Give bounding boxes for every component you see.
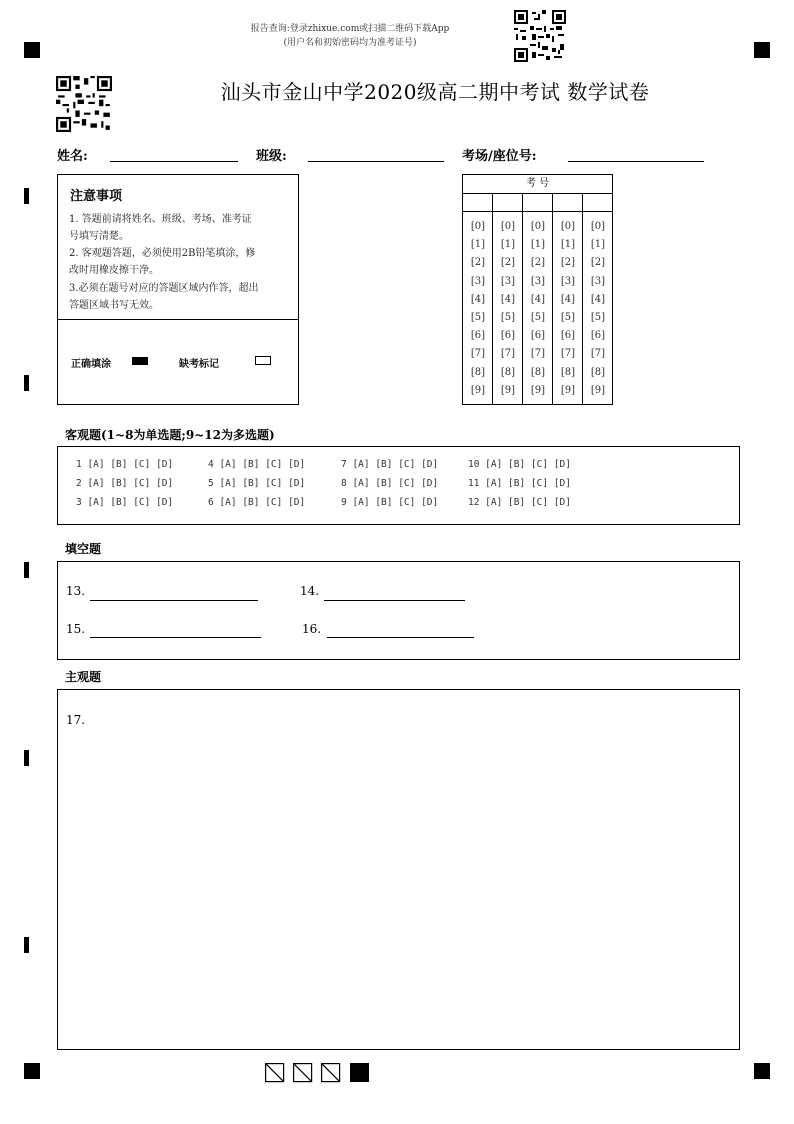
objective-section-title: 客观题(1~8为单选题;9~12为多选题) xyxy=(65,428,275,442)
exam-number-write-row[interactable] xyxy=(463,193,612,212)
digit-bubble[interactable]: [8] xyxy=(470,366,486,378)
registration-mark-bottom-left xyxy=(24,1063,40,1079)
notice-line: 答题区域书写无效。 xyxy=(69,300,159,311)
digit-bubble[interactable]: [1] xyxy=(530,239,546,251)
digit-bubble[interactable]: [9] xyxy=(530,384,546,396)
digit-bubble[interactable]: [8] xyxy=(560,366,576,378)
registration-mark-bottom-right xyxy=(754,1063,770,1079)
class-label: 班级: xyxy=(256,149,287,164)
qr-code-icon xyxy=(514,10,566,62)
registration-mark-top-left xyxy=(24,42,40,58)
digit-bubble[interactable]: [1] xyxy=(560,239,576,251)
digit-bubble[interactable]: [7] xyxy=(530,348,546,360)
digit-bubble[interactable]: [2] xyxy=(560,257,576,269)
notice-line: 号填写清楚。 xyxy=(69,231,129,242)
digit-bubble[interactable]: [6] xyxy=(590,330,606,342)
timing-mark xyxy=(24,562,29,578)
digit-bubble[interactable]: [4] xyxy=(590,293,606,305)
question-17-label: 17. xyxy=(66,713,86,727)
choice-row[interactable]: 11 [A] [B] [C] [D] xyxy=(468,478,571,489)
registration-mark-top-right xyxy=(754,42,770,58)
room-seat-field[interactable] xyxy=(568,161,704,162)
digit-bubble[interactable]: [3] xyxy=(470,275,486,287)
digit-bubble[interactable]: [1] xyxy=(470,239,486,251)
digit-bubble[interactable]: [2] xyxy=(500,257,516,269)
timing-mark xyxy=(24,188,29,204)
question-15-label: 15. xyxy=(66,622,86,636)
digit-bubble[interactable]: [6] xyxy=(500,330,516,342)
notice-line: 2. 客观题答题，必须使用2B铅笔填涂，修 xyxy=(69,248,256,259)
subjective-section-title: 主观题 xyxy=(65,670,102,684)
exam-number-header: 考 号 xyxy=(463,175,612,194)
choice-row[interactable]: 2 [A] [B] [C] [D] xyxy=(76,478,174,489)
digit-bubble[interactable]: [3] xyxy=(590,275,606,287)
digit-bubble[interactable]: [4] xyxy=(560,293,576,305)
digit-bubble[interactable]: [4] xyxy=(500,293,516,305)
class-field[interactable] xyxy=(308,161,444,162)
room-seat-label: 考场/座位号: xyxy=(462,149,537,164)
subjective-answer-box[interactable] xyxy=(57,689,740,1050)
choice-row[interactable]: 12 [A] [B] [C] [D] xyxy=(468,497,571,508)
digit-bubble[interactable]: [5] xyxy=(530,312,546,323)
digit-bubble[interactable]: [6] xyxy=(560,330,576,342)
digit-bubble[interactable]: [2] xyxy=(530,257,546,269)
digit-bubble[interactable]: [2] xyxy=(590,257,606,269)
page-title: 汕头市金山中学2020级高二期中考试 数学试卷 xyxy=(220,80,650,104)
question-16-label: 16. xyxy=(302,622,322,636)
notice-heading: 注意事项 xyxy=(70,189,123,204)
correct-fill-sample xyxy=(132,357,148,365)
timing-mark xyxy=(24,750,29,766)
digit-bubble[interactable]: [7] xyxy=(500,348,516,360)
question-16-answer-line[interactable] xyxy=(327,637,474,638)
digit-bubble[interactable]: [8] xyxy=(530,366,546,378)
choice-row[interactable]: 1 [A] [B] [C] [D] xyxy=(76,459,174,470)
digit-bubble[interactable]: [3] xyxy=(500,275,516,287)
timing-mark xyxy=(24,937,29,953)
digit-bubble[interactable]: [5] xyxy=(470,312,486,323)
digit-bubble[interactable]: [9] xyxy=(560,384,576,396)
notice-line: 1. 答题前请将姓名、班级、考场、准考证 xyxy=(69,214,252,225)
digit-bubble[interactable]: [0] xyxy=(500,221,516,232)
digit-bubble[interactable]: [4] xyxy=(530,293,546,305)
question-13-answer-line[interactable] xyxy=(90,600,258,601)
digit-bubble[interactable]: [0] xyxy=(560,221,576,232)
digit-bubble[interactable]: [5] xyxy=(500,312,516,323)
digit-bubble[interactable]: [0] xyxy=(590,221,606,232)
choice-row[interactable]: 5 [A] [B] [C] [D] xyxy=(208,478,306,489)
digit-bubble[interactable]: [9] xyxy=(470,384,486,396)
digit-bubble[interactable]: [0] xyxy=(470,221,486,232)
digit-bubble[interactable]: [6] xyxy=(530,330,546,342)
exam-number-grid xyxy=(462,174,613,405)
login-hint-note: (用户名和初始密码均为准考证号) xyxy=(283,38,417,48)
question-14-label: 14. xyxy=(300,584,320,598)
absent-mark-box[interactable] xyxy=(255,356,271,365)
divider xyxy=(58,319,298,320)
choice-row[interactable]: 3 [A] [B] [C] [D] xyxy=(76,497,174,508)
choice-row[interactable]: 6 [A] [B] [C] [D] xyxy=(208,497,306,508)
notice-box xyxy=(57,174,299,405)
digit-bubble[interactable]: [8] xyxy=(590,366,606,378)
name-label: 姓名: xyxy=(57,149,88,164)
timing-mark xyxy=(24,375,29,391)
fill-blank-section-title: 填空题 xyxy=(65,542,102,556)
digit-bubble[interactable]: [3] xyxy=(530,275,546,287)
name-field[interactable] xyxy=(110,161,238,162)
correct-fill-label: 正确填涂 xyxy=(71,359,111,370)
digit-bubble[interactable]: [9] xyxy=(500,384,516,396)
choice-row[interactable]: 8 [A] [B] [C] [D] xyxy=(341,478,439,489)
digit-bubble[interactable]: [5] xyxy=(560,312,576,323)
digit-bubble[interactable]: [0] xyxy=(530,221,546,232)
digit-bubble[interactable]: [3] xyxy=(560,275,576,287)
notice-line: 改时用橡皮擦干净。 xyxy=(69,265,159,276)
fill-blank-box xyxy=(57,561,740,660)
digit-bubble[interactable]: [7] xyxy=(560,348,576,360)
page-code-marks xyxy=(265,1063,371,1083)
choice-row[interactable]: 9 [A] [B] [C] [D] xyxy=(341,497,439,508)
choice-row[interactable]: 7 [A] [B] [C] [D] xyxy=(341,459,439,470)
digit-bubble[interactable]: [1] xyxy=(590,239,606,251)
digit-bubble[interactable]: [7] xyxy=(470,348,486,360)
digit-bubble[interactable]: [4] xyxy=(470,293,486,305)
digit-bubble[interactable]: [7] xyxy=(590,348,606,360)
qr-code-icon xyxy=(56,76,112,132)
digit-bubble[interactable]: [2] xyxy=(470,257,486,269)
question-14-answer-line[interactable] xyxy=(324,600,465,601)
choice-row[interactable]: 10 [A] [B] [C] [D] xyxy=(468,459,571,470)
digit-bubble[interactable]: [1] xyxy=(500,239,516,251)
report-query-note: 报告查询:登录zhixue.com或扫描二维码下载App xyxy=(250,24,450,34)
absent-mark-label: 缺考标记 xyxy=(179,359,219,370)
choice-row[interactable]: 4 [A] [B] [C] [D] xyxy=(208,459,306,470)
question-13-label: 13. xyxy=(66,584,86,598)
notice-line: 3.必须在题号对应的答题区域内作答，超出 xyxy=(69,283,259,294)
digit-bubble[interactable]: [5] xyxy=(590,312,606,323)
objective-answer-box xyxy=(57,446,740,525)
digit-bubble[interactable]: [9] xyxy=(590,384,606,396)
digit-bubble[interactable]: [6] xyxy=(470,330,486,342)
question-15-answer-line[interactable] xyxy=(90,637,261,638)
digit-bubble[interactable]: [8] xyxy=(500,366,516,378)
